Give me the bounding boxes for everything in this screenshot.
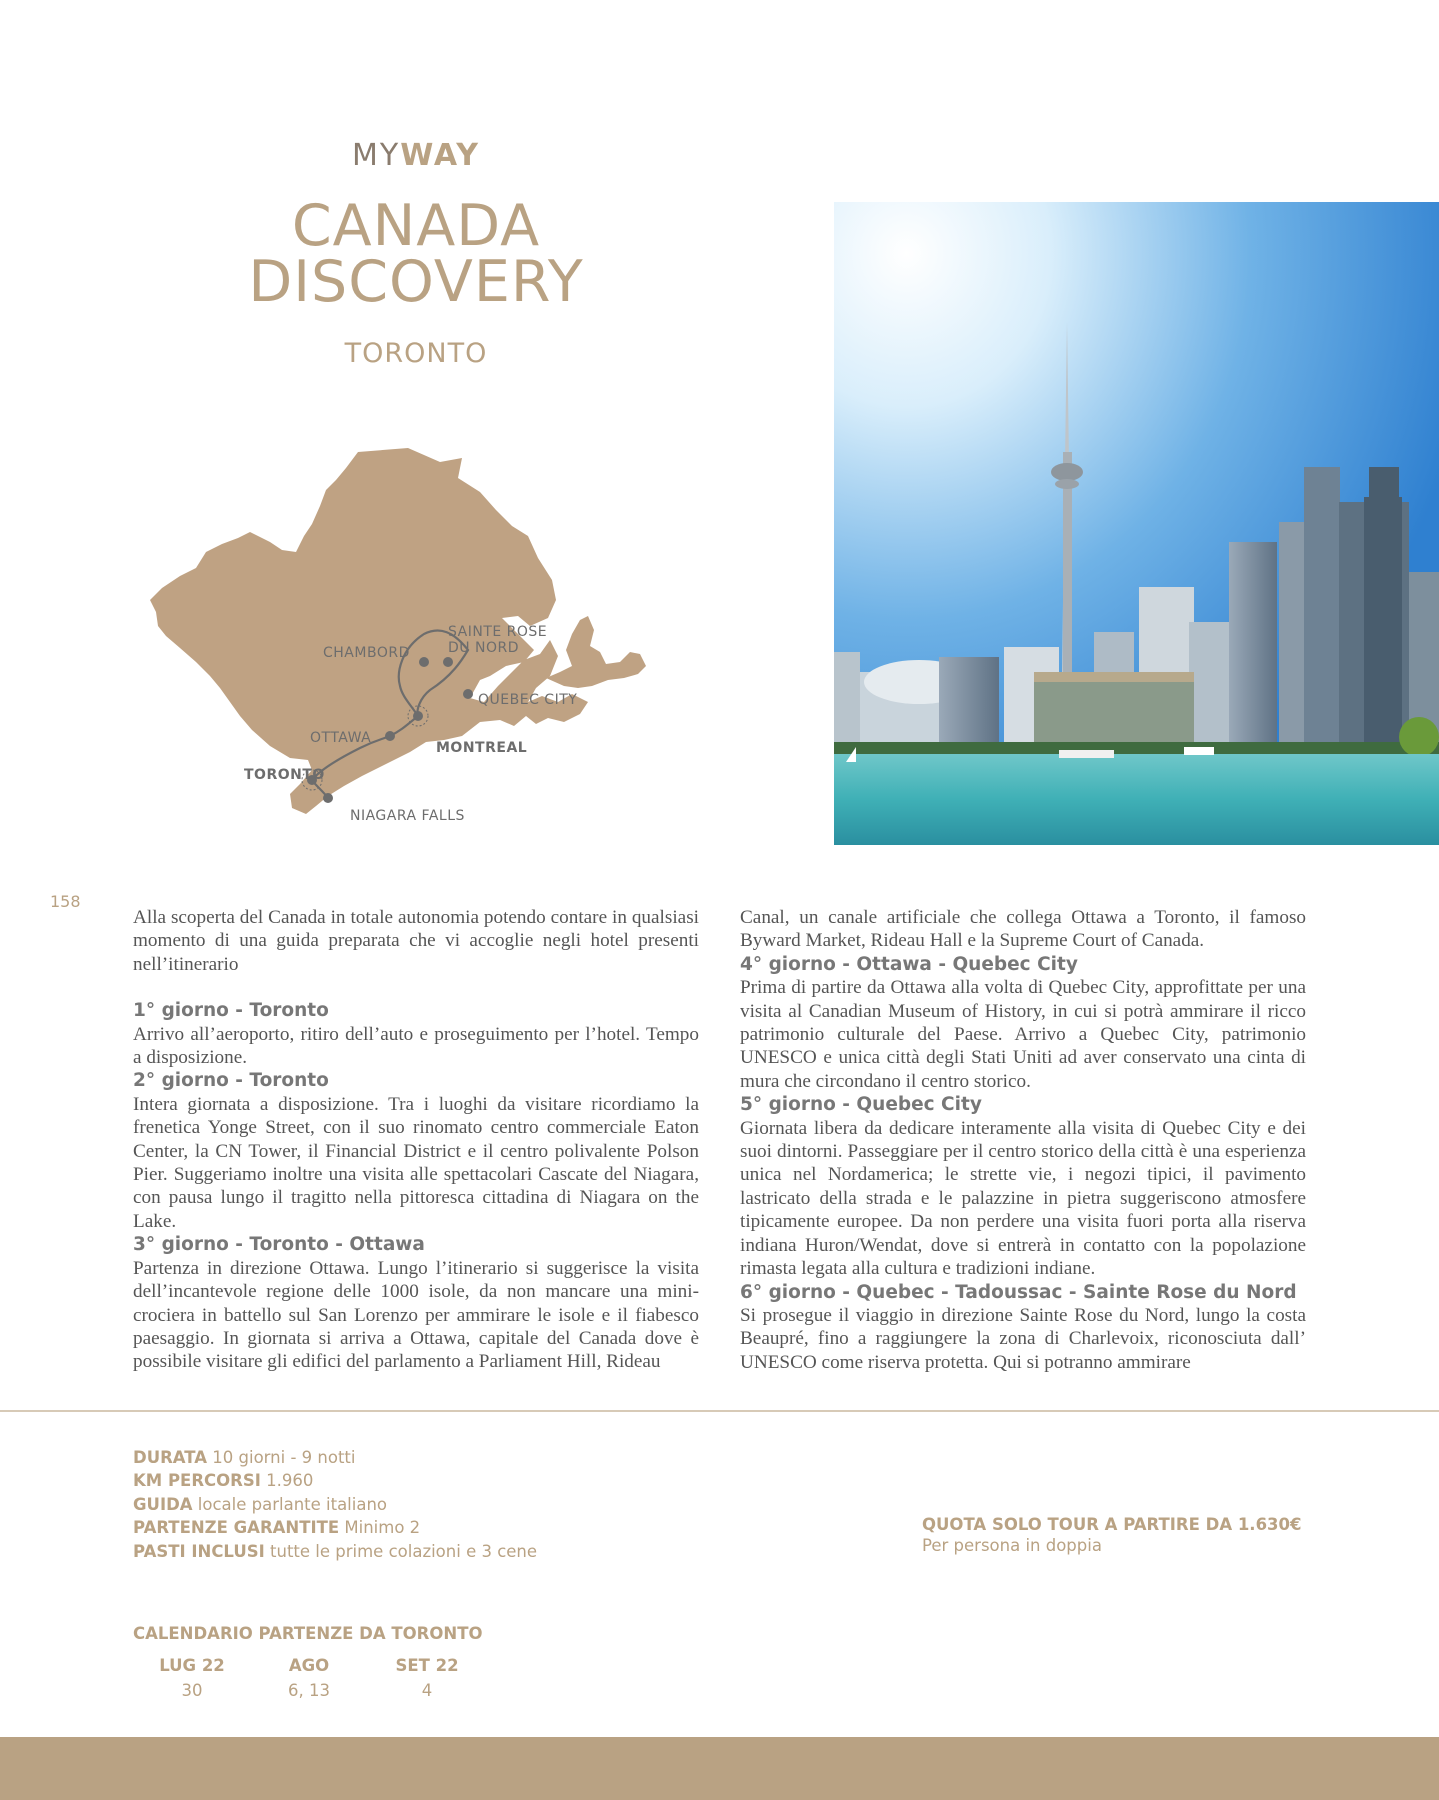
price-label: QUOTA SOLO TOUR A PARTIRE DA 1.630€ [922,1515,1302,1534]
fact-km: KM PERCORSI 1.960 [133,1471,314,1491]
map-label-niagara: NIAGARA FALLS [350,808,465,824]
fact-guida: GUIDA locale parlante italiano [133,1494,388,1514]
map-island-shape [546,616,646,688]
day-1-title: 1° giorno - Toronto [133,1000,329,1022]
calendar-month: AGO 6, 13 [288,1656,330,1700]
fact-partenze: PARTENZE GARANTITE Minimo 2 [133,1518,421,1538]
calendar-month: LUG 22 30 [159,1656,225,1700]
day-4-text: Prima di partire da Ottawa alla volta di Quebec City, approfittate per una visita al Canadian Museum of History, in cui si potrà ammirare il ricco patrimonio culturale del Paese. Arrivo a Quebec City, patrimonio UNESCO e unica città degli Stati Uniti ad aver conservato una cinta di mura che circondano il centro storico. [740,977,1306,1092]
toronto-skyline-photo [834,202,1439,845]
itinerary-column-left [133,906,699,1374]
price-note: Per persona in doppia [922,1536,1102,1555]
calendar-month: SET 22 4 [395,1656,459,1700]
map-label-sainte-rose-2: DU NORD [448,640,519,656]
calendar-title: CALENDARIO PARTENZE DA TORONTO [133,1624,483,1643]
day-3-text-cont: Canal, un canale artificiale che collega Ottawa a Toronto, il famoso Byward Market, Rideau Hall e la Supreme Court of Canada. [740,907,1306,952]
route-map [140,440,700,830]
itinerary-column-right [740,906,1306,1374]
map-marker-sainte-rose [443,657,453,667]
day-3-title: 3° giorno - Toronto - Ottawa [133,1234,425,1256]
map-marker-quebec [463,689,473,699]
day-4-title: 4° giorno - Ottawa - Quebec City [740,953,1078,975]
day-6-text: Si prosegue il viaggio in direzione Sainte Rose du Nord, lungo la costa Beaupré, fino a raggiungere la zona di Charlevoix, riconosciuta dall’ UNESCO come riserva protetta. Qui si potranno ammirare [740,1304,1306,1373]
page-subtitle: TORONTO [344,338,488,369]
map-label-quebec: QUEBEC CITY [478,692,578,708]
price-box [922,1514,1302,1556]
map-label-ottawa: OTTAWA [310,730,372,746]
tour-facts [133,1446,537,1563]
day-6-title: 6° giorno - Quebec - Tadoussac - Sainte Rose du Nord [740,1281,1297,1303]
fact-durata: DURATA 10 giorni - 9 notti [133,1448,356,1467]
map-label-toronto: TORONTO [244,767,325,783]
day-2-text: Intera giornata a disposizione. Tra i luoghi da visitare ricordiamo la frenetica Yonge Street, con il suo rinomato centro commerciale Eaton Center, la CN Tower, il Financial District e il centro polivalente Polson Pier. Suggeriamo inoltre una visita alle spettacolari Cascate del Niagara, con pausa lungo il tragitto nella pittoresca cittadina di Niagara on the Lake. [133,1093,699,1232]
day-2-title: 2° giorno - Toronto [133,1070,329,1092]
page-number: 158 [50,892,81,911]
day-3-text: Partenza in direzione Ottawa. Lungo l’itinerario si suggerisce la visita dell’incantevole regione delle 1000 isole, da non mancare una mini-crociera in battello sul San Lorenzo per ammirare le isole e il fiabesco paesaggio. In giornata si arriva a Ottawa, capitale del Canada dove è possibile visitare gli edifici del parlamento a Parliament Hill, Rideau [133,1257,699,1373]
day-5-title: 5° giorno - Quebec City [740,1094,982,1116]
brand-logo: MYWAY [351,138,481,173]
map-label-chambord: CHAMBORD [323,645,410,661]
map-label-sainte-rose: SAINTE ROSE [448,624,548,640]
map-marker-montreal [413,711,423,721]
day-5-text: Giornata libera da dedicare interamente alla visita di Quebec City e dei suoi dintorni. Passeggiare per il centro storico della città è una esperienza unica nel Nordamerica; le strette vie, i negozi tipici, il pavimento lastricato della strada e le palazzine in pietra suggeriscono atmosfere tipicamente europee. Da non perdere una visita fuori porta alla riserva indiana Huron/Wendat, dove si entrerà in contatto con la popolazione rimasta legata alla cultura e tradizioni indiane. [740,1117,1306,1280]
section-divider [0,1410,1439,1412]
map-marker-niagara [323,793,333,803]
map-marker-ottawa [385,731,395,741]
map-marker-chambord [419,657,429,667]
page-title: CANADA DISCOVERY [248,193,584,315]
fact-pasti: PASTI INCLUSI tutte le prime colazioni e 3 cene [133,1541,538,1561]
footer-band [0,1737,1439,1800]
day-1-text: Arrivo all’aeroporto, ritiro dell’auto e proseguimento per l’hotel. Tempo a disposizione. [133,1023,699,1069]
map-label-montreal: MONTREAL [436,740,528,756]
intro-paragraph: Alla scoperta del Canada in totale autonomia potendo contare in qualsiasi momento di una guida preparata che vi accoglie negli hotel presenti nell’itinerario [133,907,699,975]
